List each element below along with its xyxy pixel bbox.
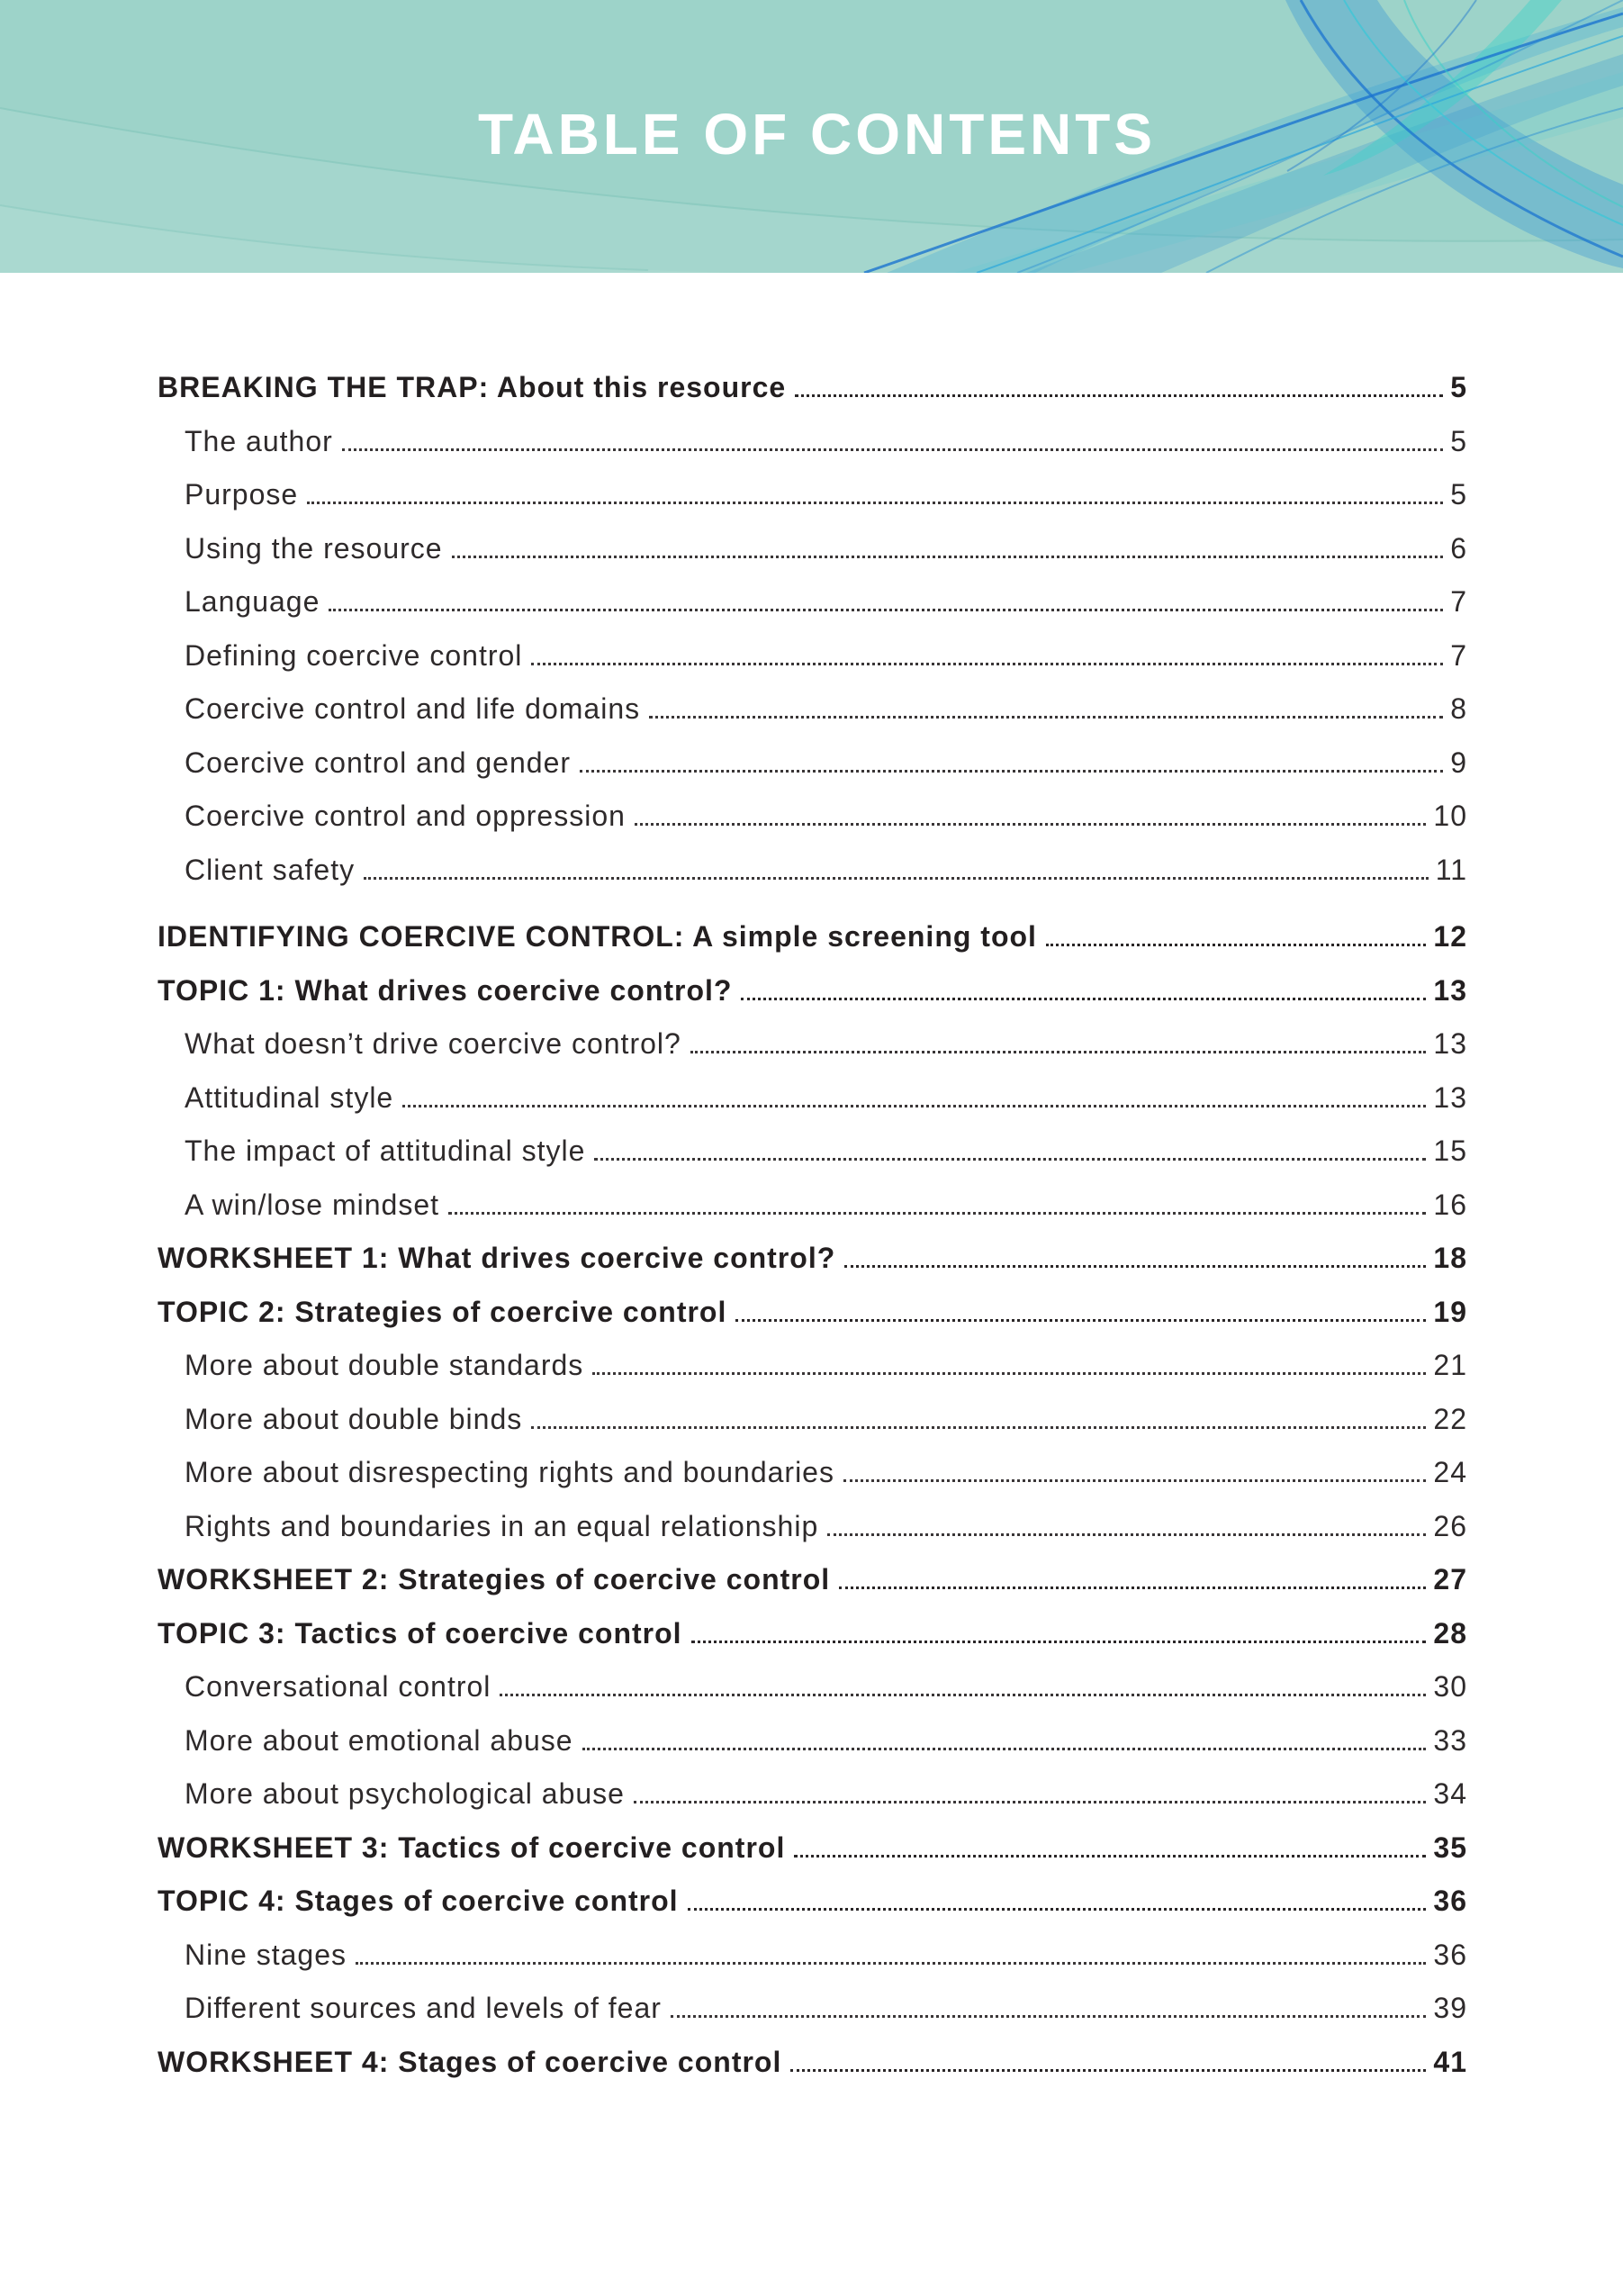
leader-dots-icon bbox=[649, 708, 1443, 719]
toc-entry-label[interactable]: Coercive control and oppression bbox=[185, 800, 626, 832]
toc-entry-label[interactable]: Defining coercive control bbox=[185, 638, 523, 672]
leader-dots-icon bbox=[531, 1418, 1426, 1429]
toc-row bbox=[158, 1125, 1467, 1179]
leader-dots-icon bbox=[452, 547, 1444, 558]
toc-entry-label[interactable]: More about double standards bbox=[185, 1349, 584, 1381]
leader-dots-icon bbox=[342, 440, 1443, 451]
leader-dots-icon bbox=[594, 1150, 1426, 1161]
toc-row bbox=[158, 737, 1467, 791]
toc-entry-label[interactable]: A win/lose mindset bbox=[185, 1188, 440, 1221]
toc-entry-label[interactable]: IDENTIFYING COERCIVE CONTROL: A simple screening tool bbox=[158, 920, 1037, 953]
toc-entry-label[interactable]: Using the resource bbox=[185, 531, 443, 565]
leader-dots-icon bbox=[688, 1900, 1427, 1911]
toc-row bbox=[158, 910, 1467, 964]
toc-entry-page[interactable]: 35 bbox=[1433, 1830, 1467, 1864]
toc-row bbox=[158, 1286, 1467, 1340]
leader-dots-icon bbox=[735, 1311, 1426, 1322]
toc-entry-label[interactable]: More about disrespecting rights and boundaries bbox=[185, 1456, 834, 1488]
toc-entry-page[interactable]: 39 bbox=[1433, 1992, 1467, 2024]
toc-entry-page[interactable]: 21 bbox=[1433, 1349, 1467, 1381]
toc-row bbox=[158, 468, 1467, 522]
leader-dots-icon bbox=[531, 655, 1443, 665]
leader-dots-icon bbox=[364, 869, 1429, 880]
leader-dots-icon bbox=[307, 493, 1443, 504]
toc-entry-label[interactable]: Coercive control and gender bbox=[185, 746, 572, 779]
toc-row bbox=[158, 1232, 1467, 1286]
leader-dots-icon bbox=[844, 1257, 1426, 1268]
leader-dots-icon bbox=[580, 762, 1443, 773]
toc-entry-page[interactable]: 36 bbox=[1433, 1938, 1467, 1971]
toc-entry-page[interactable]: 12 bbox=[1433, 920, 1467, 953]
toc-entry-page[interactable]: 16 bbox=[1433, 1188, 1467, 1221]
header-banner bbox=[0, 0, 1623, 273]
toc-entry-label[interactable]: Language bbox=[185, 585, 320, 618]
toc-entry-label[interactable]: The impact of attitudinal style bbox=[185, 1134, 586, 1167]
toc-entry-page[interactable]: 7 bbox=[1450, 638, 1467, 672]
leader-dots-icon bbox=[402, 1097, 1426, 1107]
leader-dots-icon bbox=[843, 1471, 1426, 1482]
toc-entry-label[interactable]: Different sources and levels of fear bbox=[185, 1992, 662, 2024]
toc-entry-page[interactable]: 36 bbox=[1433, 1885, 1467, 1917]
page-title: TABLE OF CONTENTS bbox=[478, 102, 1156, 167]
toc-row bbox=[158, 1982, 1467, 2036]
toc-row bbox=[158, 1767, 1467, 1821]
toc-entry-page[interactable]: 5 bbox=[1450, 371, 1467, 403]
toc-entry-page[interactable]: 6 bbox=[1450, 531, 1467, 565]
toc-entry-label[interactable]: WORKSHEET 1: What drives coercive control? bbox=[158, 1242, 836, 1274]
toc-row bbox=[158, 2036, 1467, 2090]
toc-row bbox=[158, 1553, 1467, 1607]
leader-dots-icon bbox=[827, 1525, 1426, 1536]
leader-dots-icon bbox=[500, 1686, 1426, 1696]
toc-row bbox=[158, 964, 1467, 1018]
leader-dots-icon bbox=[790, 2061, 1426, 2072]
toc-entry-label[interactable]: More about emotional abuse bbox=[185, 1723, 573, 1757]
toc-entry-page[interactable]: 7 bbox=[1450, 585, 1467, 618]
toc-row bbox=[158, 1393, 1467, 1447]
toc-entry-label[interactable]: Conversational control bbox=[185, 1670, 491, 1703]
toc-entry-label[interactable]: What doesn’t drive coercive control? bbox=[185, 1027, 681, 1060]
toc-entry-label[interactable]: Attitudinal style bbox=[185, 1080, 394, 1114]
toc-entry-label[interactable]: TOPIC 2: Strategies of coercive control bbox=[158, 1295, 727, 1328]
toc-entry-label[interactable]: BREAKING THE TRAP: About this resource bbox=[158, 371, 787, 403]
toc-entry-page[interactable]: 9 bbox=[1450, 746, 1467, 779]
toc-entry-label[interactable]: Coercive control and life domains bbox=[185, 692, 641, 725]
toc-entry-page[interactable]: 24 bbox=[1433, 1456, 1467, 1488]
toc-row bbox=[158, 1446, 1467, 1500]
toc-row bbox=[158, 575, 1467, 629]
leader-dots-icon bbox=[795, 386, 1443, 397]
toc-entry-page[interactable]: 33 bbox=[1433, 1723, 1467, 1757]
toc-row bbox=[158, 361, 1467, 415]
toc-row bbox=[158, 1875, 1467, 1929]
toc-entry-label[interactable]: More about psychological abuse bbox=[185, 1777, 625, 1810]
leader-dots-icon bbox=[356, 1954, 1426, 1965]
toc-entry-label[interactable]: TOPIC 1: What drives coercive control? bbox=[158, 973, 733, 1007]
leader-dots-icon bbox=[329, 601, 1443, 611]
leader-dots-icon bbox=[635, 815, 1426, 826]
toc-row bbox=[158, 790, 1467, 844]
leader-dots-icon bbox=[634, 1793, 1426, 1803]
toc-entry-label[interactable]: WORKSHEET 2: Strategies of coercive control bbox=[158, 1563, 831, 1595]
toc-row bbox=[158, 1500, 1467, 1554]
leader-dots-icon bbox=[592, 1364, 1426, 1375]
toc-entry-label[interactable]: More about double binds bbox=[185, 1402, 523, 1435]
toc-entry-page[interactable]: 18 bbox=[1433, 1242, 1467, 1274]
toc-row bbox=[158, 1339, 1467, 1393]
toc-entry-label[interactable]: Rights and boundaries in an equal relationship bbox=[185, 1509, 819, 1542]
table-of-contents bbox=[158, 361, 1467, 2089]
toc-entry-page[interactable]: 34 bbox=[1433, 1777, 1467, 1810]
leader-dots-icon bbox=[691, 1632, 1427, 1643]
toc-row bbox=[158, 629, 1467, 683]
toc-entry-page[interactable]: 8 bbox=[1450, 692, 1467, 725]
toc-entry-label[interactable]: The author bbox=[185, 424, 333, 457]
leader-dots-icon bbox=[690, 1043, 1427, 1053]
toc-entry-label[interactable]: Purpose bbox=[185, 478, 299, 511]
toc-entry-page[interactable]: 5 bbox=[1450, 478, 1467, 511]
toc-entry-page[interactable]: 5 bbox=[1450, 424, 1467, 457]
toc-entry-page[interactable]: 11 bbox=[1435, 853, 1467, 886]
toc-row bbox=[158, 1714, 1467, 1768]
toc-entry-page[interactable]: 22 bbox=[1433, 1402, 1467, 1435]
toc-entry-page[interactable]: 13 bbox=[1433, 973, 1467, 1007]
leader-dots-icon bbox=[671, 2007, 1427, 2018]
toc-entry-page[interactable]: 19 bbox=[1433, 1295, 1467, 1328]
toc-row bbox=[158, 522, 1467, 576]
toc-entry-page[interactable]: 41 bbox=[1433, 2045, 1467, 2078]
toc-row bbox=[158, 415, 1467, 469]
toc-row bbox=[158, 1660, 1467, 1714]
toc-entry-label[interactable]: TOPIC 4: Stages of coercive control bbox=[158, 1885, 679, 1917]
toc-entry-label[interactable]: Client safety bbox=[185, 853, 356, 886]
toc-entry-label[interactable]: Nine stages bbox=[185, 1938, 347, 1971]
toc-entry-page[interactable]: 10 bbox=[1433, 800, 1467, 832]
toc-entry-page[interactable]: 30 bbox=[1433, 1670, 1467, 1703]
toc-row bbox=[158, 1929, 1467, 1983]
toc-row bbox=[158, 1179, 1467, 1233]
leader-dots-icon bbox=[794, 1847, 1426, 1858]
toc-row bbox=[158, 844, 1467, 898]
toc-entry-label[interactable]: TOPIC 3: Tactics of coercive control bbox=[158, 1616, 682, 1650]
toc-entry-page[interactable]: 13 bbox=[1433, 1027, 1467, 1060]
toc-entry-page[interactable]: 15 bbox=[1433, 1134, 1467, 1167]
toc-entry-page[interactable]: 13 bbox=[1433, 1080, 1467, 1114]
toc-entry-page[interactable]: 28 bbox=[1433, 1616, 1467, 1650]
leader-dots-icon bbox=[741, 990, 1426, 1000]
toc-entry-label[interactable]: WORKSHEET 4: Stages of coercive control bbox=[158, 2045, 782, 2078]
toc-row bbox=[158, 1071, 1467, 1125]
leader-dots-icon bbox=[582, 1740, 1427, 1750]
leader-dots-icon bbox=[1046, 936, 1426, 946]
toc-row bbox=[158, 1607, 1467, 1661]
toc-row bbox=[158, 1821, 1467, 1876]
toc-row bbox=[158, 1017, 1467, 1071]
toc-entry-page[interactable]: 26 bbox=[1433, 1509, 1467, 1542]
toc-row bbox=[158, 682, 1467, 737]
leader-dots-icon bbox=[448, 1204, 1426, 1215]
toc-entry-page[interactable]: 27 bbox=[1433, 1563, 1467, 1595]
toc-entry-label[interactable]: WORKSHEET 3: Tactics of coercive control bbox=[158, 1830, 786, 1864]
leader-dots-icon bbox=[839, 1578, 1426, 1589]
